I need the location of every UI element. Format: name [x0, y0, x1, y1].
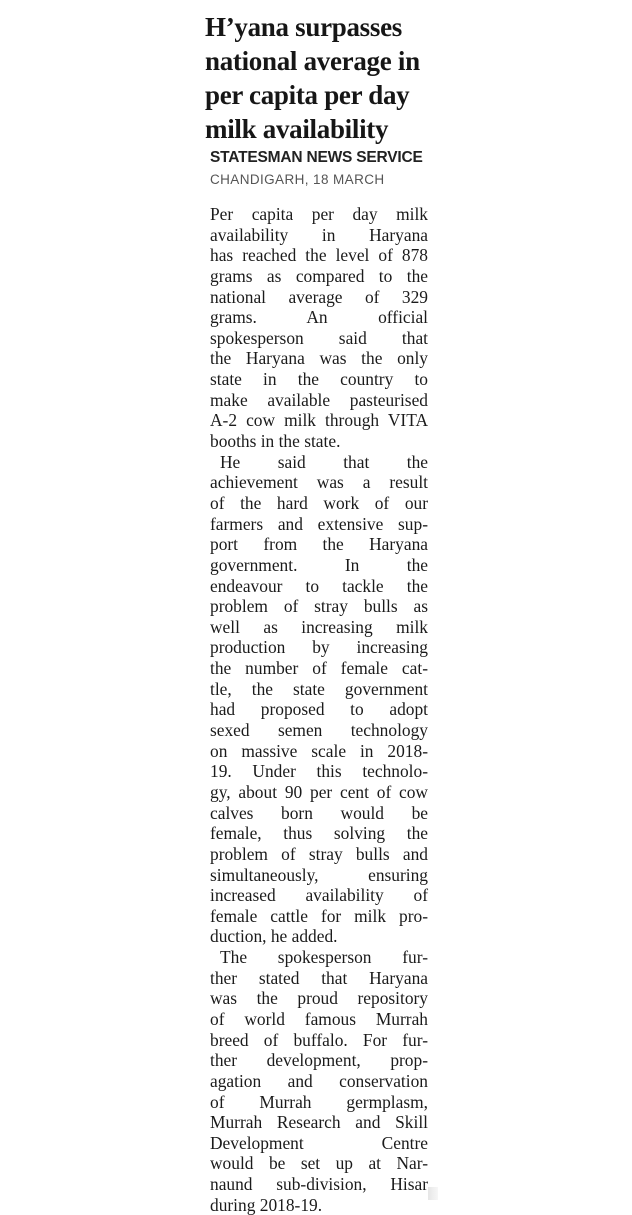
body-text-line: problem of stray bulls and: [210, 843, 428, 864]
headline-line: H’yana surpasses: [205, 12, 402, 42]
body-text-line: naund sub-division, Hisar: [210, 1174, 428, 1195]
body-text-line: booths in the state.: [210, 431, 341, 452]
headline: [205, 10, 435, 146]
body-text-line: female, thus solving the: [210, 823, 428, 844]
body-text-line: achievement was a result: [210, 472, 428, 493]
body-text-line: endeavour to tackle the: [210, 575, 428, 596]
body-text-line: increased availability of: [210, 885, 428, 906]
body-text-line: He said that the: [220, 451, 428, 472]
body-text-line: Murrah Research and Skill: [210, 1112, 428, 1133]
body-text-line: simultaneously, ensuring: [210, 864, 428, 885]
body-text-line: availability in Haryana: [210, 224, 428, 245]
body-text-line: farmers and extensive sup-: [210, 513, 428, 534]
body-text-line: agation and conservation: [210, 1070, 428, 1091]
paragraph-3: [210, 947, 428, 1215]
body-text-line: of world famous Murrah: [210, 1008, 428, 1029]
body-text-line: production by increasing: [210, 637, 428, 658]
body-text-line: sexed semen technology: [210, 720, 428, 741]
body-text-line: during 2018-19.: [210, 1194, 323, 1215]
page-edge-shadow: [428, 1187, 438, 1200]
body-text-line: problem of stray bulls as: [210, 596, 428, 617]
body-text-line: would be set up at Nar-: [210, 1153, 428, 1174]
body-text-line: female cattle for milk pro-: [210, 905, 428, 926]
body-text-line: Per capita per day milk: [210, 204, 428, 224]
paragraph-2: [210, 452, 428, 947]
body-text-line: was the proud repository: [210, 988, 428, 1009]
body-text-line: on massive scale in 2018-: [210, 740, 428, 761]
body-text-line: make available pasteurised: [210, 389, 428, 410]
paragraph-1: [210, 204, 428, 452]
body-text-line: 19. Under this technolo-: [210, 761, 428, 782]
body-text-line: government. In the: [210, 554, 428, 575]
body-text-line: had proposed to adopt: [210, 699, 428, 720]
body-text-line: well as increasing milk: [210, 616, 428, 637]
body-text-line: state in the country to: [210, 369, 428, 390]
byline: STATESMAN NEWS SERVICE: [210, 149, 423, 166]
body-text-line: breed of buffalo. For fur-: [210, 1029, 428, 1050]
article-body: [210, 204, 428, 1215]
body-text-line: the Haryana was the only: [210, 348, 428, 369]
body-text-line: grams. An official: [210, 307, 428, 328]
body-text-line: of the hard work of our: [210, 492, 428, 513]
body-text-line: has reached the level of 878: [210, 245, 428, 266]
body-text-line: duction, he added.: [210, 926, 338, 947]
dateline: CHANDIGARH, 18 MARCH: [210, 172, 385, 187]
body-text-line: ther stated that Haryana: [210, 967, 428, 988]
headline-line: national average in: [205, 46, 420, 76]
body-text-line: A-2 cow milk through VITA: [210, 410, 428, 431]
body-text-line: Development Centre: [210, 1132, 428, 1153]
body-text-line: tle, the state government: [210, 678, 428, 699]
body-text-line: national average of 329: [210, 286, 428, 307]
body-text-line: of Murrah germplasm,: [210, 1091, 428, 1112]
body-text-line: spokesperson said that: [210, 327, 428, 348]
body-text-line: the number of female cat-: [210, 658, 428, 679]
body-text-line: calves born would be: [210, 802, 428, 823]
body-text-line: port from the Haryana: [210, 534, 428, 555]
headline-line: per capita per day: [205, 80, 410, 110]
body-text-line: gy, about 90 per cent of cow: [210, 781, 428, 802]
body-text-line: ther development, prop-: [210, 1050, 428, 1071]
body-text-line: grams as compared to the: [210, 265, 428, 286]
body-text-line: The spokesperson fur-: [220, 947, 428, 968]
headline-line: milk availability: [205, 114, 389, 144]
